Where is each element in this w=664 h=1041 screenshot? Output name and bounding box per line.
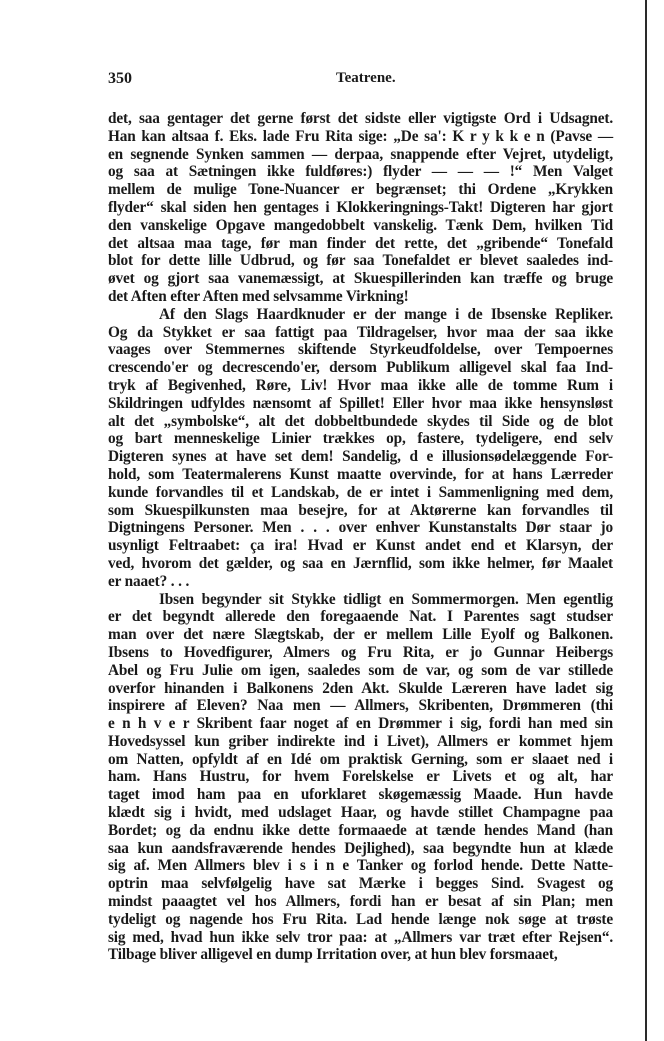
text-line: ved, hvorom det gælder, og saa en Jærnflid, som ikke helmer, før Maalet [108, 554, 613, 572]
text-line: blot for dette lille Udbrud, og før saa Tonefaldet er blevet saaledes ind- [108, 252, 613, 270]
text-line: Hovedsyssel kun griber indirekte ind i Livet), Allmers er kommet hjem [108, 732, 613, 750]
text-line: som Skuespilkunsten maa besejre, for at Aktørerne kan forvandles til [108, 501, 613, 519]
text-line: mindst paaagtet vel hos Allmers, fordi han er besat af sin Plan; men [108, 893, 613, 911]
text-line: er det begyndt allerede den foregaaende Nat. I Parentes sagt studser [108, 608, 613, 626]
text-line: Abel og Fru Julie om igen, saaledes som de var, og som de var stillede [108, 661, 613, 679]
text-line: Digteren synes at have set dem! Sandelig, d e illusionsødelæggende For- [108, 448, 613, 466]
text-line: mellem de mulige Tone-Nuancer er begrænset; thi Ordene „Krykken [108, 181, 613, 199]
text-line: Tilbage bliver alligevel en dump Irritation over, at hun blev forsmaaet, [108, 946, 558, 964]
text-line: overfor hinanden i Balkonens 2den Akt. Skulde Læreren have ladet sig [108, 679, 613, 697]
text-line: det, saa gentager det gerne først det sidste eller vigtigste Ord i Udsagnet. [108, 110, 613, 127]
text-line: den vanskelige Opgave mangedobbelt vanskelig. Tænk Dem, hvilken Tid [108, 216, 613, 234]
text-line: det altsaa maa tage, før man finder det rette, det „gribende“ Tonefald [108, 234, 613, 252]
text-line: inspirere af Eleven? Naa men — Allmers, Skribenten, Drømmeren (thi [108, 697, 613, 715]
text-line: e n h v e r Skribent faar noget af en Drømmer i sig, fordi han med sin [108, 715, 613, 733]
text-line: optrin maa selvfølgelig have sat Mærke i begges Sind. Svagest og [108, 875, 613, 893]
page-header [108, 70, 633, 92]
text-line: hold, som Teatermalerens Kunst maatte overvinde, for at hans Lærreder [108, 465, 613, 483]
text-line: og bart menneskelige Linier trækkes op, fastere, tydeligere, end selv [108, 430, 613, 448]
running-title: Teatrene. [336, 70, 396, 86]
text-line: usynligt Feltraabet: ça ira! Hvad er Kunst andet end et Klarsyn, der [108, 537, 613, 555]
text-line: flyder“ skal siden hen gentages i Klokkeringnings-Takt! Digteren har gjort [108, 198, 613, 216]
text-line: Af den Slags Haardknuder er der mange i de Ibsenske Repliker. [159, 305, 613, 323]
text-line: det Aften efter Aften med selvsamme Virkning! [108, 287, 409, 305]
page-number: 350 [108, 70, 132, 87]
text-line: Ibsens to Hovedfigurer, Almers og Fru Rita, er jo Gunnar Heibergs [108, 643, 613, 661]
text-line: Ibsen begynder sit Stykke tidligt en Sommermorgen. Men egentlig [159, 590, 613, 608]
text-line: klædt sig i hvidt, med udslaget Haar, og havde stillet Champagne paa [108, 804, 613, 822]
page-edge-rule [645, 0, 647, 1041]
text-line: Bordet; og da endnu ikke dette formaaede at tænde hendes Mand (han [108, 821, 613, 839]
text-line: kunde forvandles til et Landskab, de er intet i Sammenligning med dem, [108, 483, 613, 501]
body-text [108, 110, 613, 964]
text-line: ham. Hans Hustru, for hvem Forelskelse er Livets et og alt, har [108, 768, 613, 786]
text-line: crescendo'er og decrescendo'er, dersom Publikum alligevel skal faa Ind- [108, 359, 613, 377]
text-line: tryk af Begivenhed, Røre, Liv! Hvor maa ikke alle de tomme Rum i [108, 376, 613, 394]
text-line: tydeligt og nagende hos Fru Rita. Lad hende længe nok søge at trøste [108, 910, 613, 928]
text-line: sig af. Men Allmers blev i s i n e Tanker og forlod hende. Dette Natte- [108, 857, 613, 875]
text-line: og saa at Sætningen ikke fuldføres:) flyder — — — !“ Men Valget [108, 163, 613, 181]
text-line: Han kan altsaa f. Eks. lade Fru Rita sige: „De sa': K r y k k e n (Pavse — [108, 127, 613, 145]
text-line: vaages over Stemmernes skiftende Styrkeudfoldelse, over Tempoernes [108, 341, 613, 359]
text-line: Digtningens Personer. Men . . . over enhver Kunstanstalts Dør staar jo [108, 519, 613, 537]
text-line: man over det nære Slægtskab, der er mellem Lille Eyolf og Balkonen. [108, 626, 613, 644]
text-line: taget imod ham paa en uforklaret skøgemæssig Maade. Hun havde [108, 786, 613, 804]
text-line: Skildringen udfyldes nænsomt af Spillet! Eller hvor maa ikke hensynsløst [108, 394, 613, 412]
text-line: om Natten, opfyldt af en Idé om praktisk Gerning, som er slaaet ned i [108, 750, 613, 768]
text-line: saa kun aandsfraværende hendes Dejlighed), saa begyndte hun at klæde [108, 839, 613, 857]
text-line: øvet og gjort saa vanemæssigt, at Skuespillerinden kan træffe og bruge [108, 270, 613, 288]
text-line: sig med, hvad hun ikke selv tror paa: at „Allmers var træt efter Rejsen“. [108, 928, 613, 946]
text-line: alt det „symbolske“, alt det dobbeltbundede skydes til Side og de blot [108, 412, 613, 430]
text-line: er naaet? . . . [108, 572, 190, 590]
text-line: en segnende Synken sammen — derpaa, snappende efter Vejret, utydeligt, [108, 145, 613, 163]
text-line: Og da Stykket er saa fattigt paa Tildragelser, hvor maa der saa ikke [108, 323, 613, 341]
